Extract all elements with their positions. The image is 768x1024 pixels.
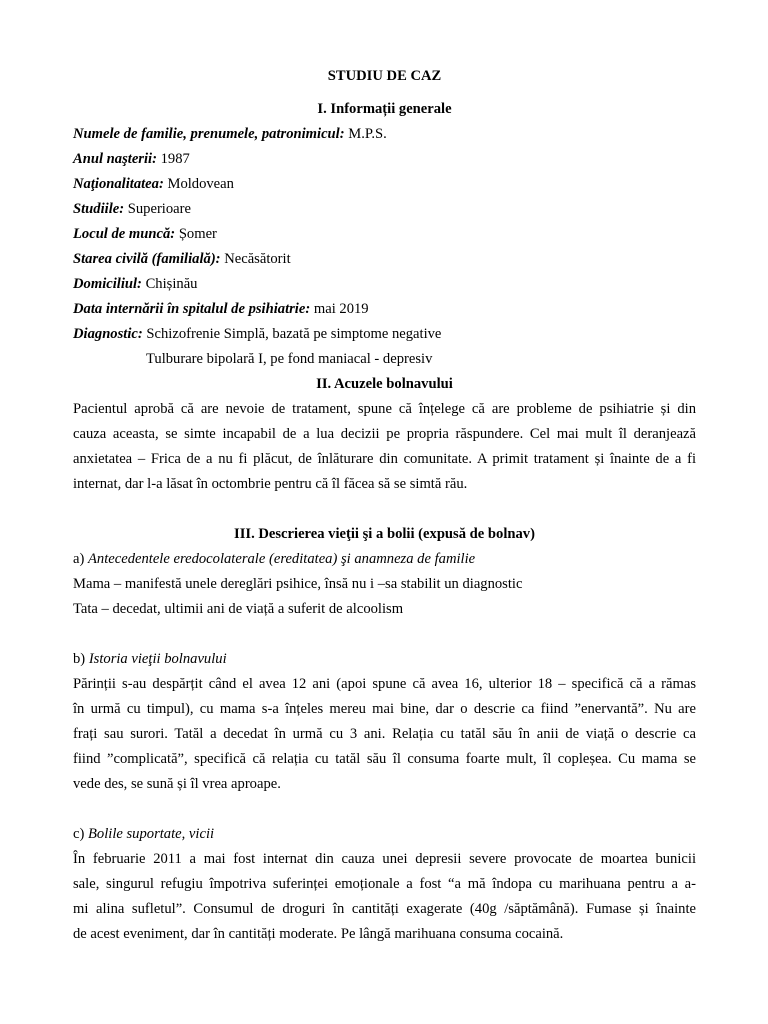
spacer bbox=[73, 497, 696, 522]
field-studies bbox=[73, 197, 696, 222]
field-value: Moldovean bbox=[167, 176, 234, 192]
paragraph-line: În februarie 2011 a mai fost internat din cauza unei depresii severe provocate de moartea bunicii bbox=[73, 851, 696, 867]
paragraph-line: internat, dar l-a lăsat în octombrie pentru că îl făcea să se simtă rău. bbox=[73, 476, 468, 492]
spacer bbox=[73, 622, 696, 647]
field-value: 1987 bbox=[160, 151, 190, 167]
field-value: Chișinău bbox=[145, 276, 198, 292]
field-value: Superioare bbox=[127, 201, 191, 217]
subsection-prefix: a) bbox=[73, 551, 88, 567]
paragraph-line: Părinții s-au despărțit când el avea 12 ani (apoi spune că avea 16, ulterior 18 – specifică că a rămas bbox=[73, 676, 696, 692]
field-label: Locul de muncă: bbox=[73, 226, 176, 242]
diagnostic-second-line: Tulburare bipolară I, pe fond maniacal - depresiv bbox=[146, 351, 433, 367]
field-nationality bbox=[73, 172, 696, 197]
field-label: Studiile: bbox=[73, 201, 125, 217]
field-civil-status bbox=[73, 247, 696, 272]
field-value: mai 2019 bbox=[313, 301, 369, 317]
complaints-paragraph bbox=[73, 397, 696, 497]
field-value: Schizofrenie Simplă, bazată pe simptome negative bbox=[146, 326, 442, 342]
subsection-a-heading bbox=[73, 547, 696, 572]
field-birth-year bbox=[73, 147, 696, 172]
paragraph-line: frați sau surori. Tatăl a decedat în urmă cu 3 ani. Relația cu tatăl său în anii de viață o descrie ca bbox=[73, 726, 696, 742]
field-value: Șomer bbox=[178, 226, 217, 242]
paragraph-line: Pacientul aprobă că are nevoie de tratament, spune că înțelege că are probleme de psihiatrie și din bbox=[73, 401, 696, 417]
field-label: Anul naşterii: bbox=[73, 151, 157, 167]
field-name bbox=[73, 122, 696, 147]
document-title: STUDIU DE CAZ bbox=[327, 68, 442, 84]
family-line-mother: Mama – manifestă unele dereglări psihice, însă nu i –sa stabilit un diagnostic bbox=[73, 576, 523, 592]
field-diagnostic bbox=[73, 322, 696, 347]
field-label: Starea civilă (familială): bbox=[73, 251, 221, 267]
subsection-prefix: c) bbox=[73, 826, 88, 842]
section-2-heading: II. Acuzele bolnavului bbox=[316, 376, 453, 392]
subsection-b-heading bbox=[73, 647, 696, 672]
field-label: Naţionalitatea: bbox=[73, 176, 164, 192]
paragraph-line: anxietatea – Frica de a nu fi plăcut, de înlăturare din comunitate. A primit tratament și înainte de a fi bbox=[73, 451, 696, 467]
paragraph-line: vede des, se sună și îl vrea aproape. bbox=[73, 776, 281, 792]
subsection-prefix: b) bbox=[73, 651, 89, 667]
field-label: Diagnostic: bbox=[73, 326, 143, 342]
field-residence bbox=[73, 272, 696, 297]
spacer bbox=[73, 797, 696, 822]
subsection-title: Bolile suportate, vicii bbox=[88, 826, 215, 842]
section-3-heading: III. Descrierea vieţii şi a bolii (expusă de bolnav) bbox=[234, 526, 535, 542]
section-1-heading: I. Informații generale bbox=[317, 101, 452, 117]
life-history-paragraph bbox=[73, 672, 696, 797]
paragraph-line: sale, singurul refugiu împotriva suferinței emoționale a fost “a mă îndopa cu marihuana pentru a a- bbox=[73, 876, 696, 892]
field-value: Necăsătorit bbox=[224, 251, 291, 267]
paragraph-line: fiind ”complicată”, specifică că relația cu tatăl său îl consuma foarte mult, îl copleșea. Cu mama se bbox=[73, 751, 696, 767]
field-label: Data internării în spitalul de psihiatrie: bbox=[73, 301, 311, 317]
paragraph-line: în urmă cu timpul), cu mama s-a înțeles mereu mai bine, dar o descrie ca fiind ”enervantă”. Nu are bbox=[73, 701, 696, 717]
subsection-title: Istoria vieţii bolnavului bbox=[88, 651, 227, 667]
paragraph-line: de acest eveniment, dar în cantități moderate. Pe lângă marihuana consuma cocaină. bbox=[73, 926, 564, 942]
paragraph-line: mi alina sufletul”. Consumul de droguri în cantități exagerate (40g /săptămână). Fumase și înainte bbox=[73, 901, 696, 917]
field-label: Domiciliul: bbox=[73, 276, 142, 292]
family-line-father: Tata – decedat, ultimii ani de viață a suferit de alcoolism bbox=[73, 601, 404, 617]
field-value: M.P.S. bbox=[348, 126, 387, 142]
field-workplace bbox=[73, 222, 696, 247]
illness-history-paragraph bbox=[73, 847, 696, 947]
field-label: Numele de familie, prenumele, patronimicul: bbox=[73, 126, 345, 142]
paragraph-line: cauza aceasta, se simte incapabil de a lua decizii pe propria răspundere. Cel mai mult îl deranjează bbox=[73, 426, 696, 442]
subsection-c-heading bbox=[73, 822, 696, 847]
subsection-title: Antecedentele eredocolaterale (ereditatea) şi anamneza de familie bbox=[88, 551, 476, 567]
field-admission-date bbox=[73, 297, 696, 322]
